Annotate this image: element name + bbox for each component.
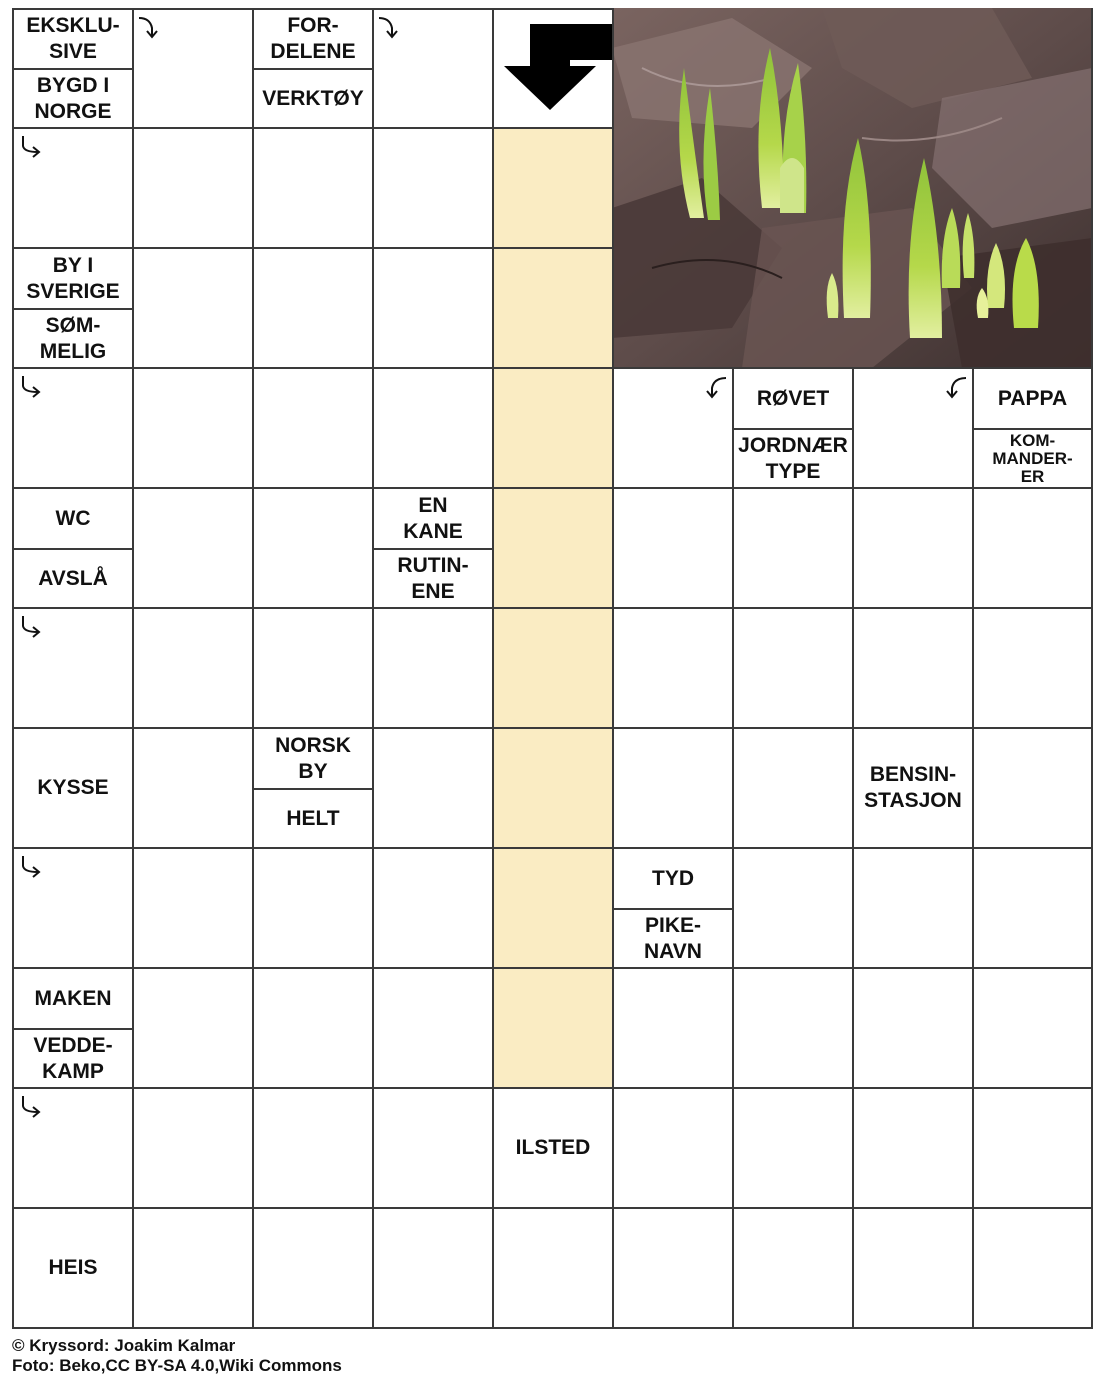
right-curved-arrow-icon <box>18 374 46 402</box>
down-left-curved-arrow-icon <box>940 374 968 402</box>
clue-ilsted: ILSTED <box>494 1089 612 1207</box>
credits <box>12 1336 342 1376</box>
down-curved-arrow-icon <box>376 14 404 42</box>
clue-maken: MAKEN <box>14 969 132 1028</box>
plant-shoots-photo <box>612 8 1092 368</box>
clue-norsk-by: NORSK BY <box>254 729 372 788</box>
clue-fordelene: FOR- DELENE <box>254 10 372 68</box>
clue-pikenavn: PIKE- NAVN <box>614 910 732 967</box>
down-left-curved-arrow-icon <box>700 374 728 402</box>
right-curved-arrow-icon <box>18 614 46 642</box>
clue-veddekamp: VEDDE- KAMP <box>14 1030 132 1087</box>
clue-sommelig: SØM- MELIG <box>14 310 132 367</box>
clue-ekskluSive: EKSKLU- SIVE <box>14 10 132 68</box>
clue-bensinstasjon: BENSIN- STASJON <box>854 729 972 847</box>
crossword-credit: © Kryssord: Joakim Kalmar <box>12 1336 236 1355</box>
clue-verktoy: VERKTØY <box>254 70 372 127</box>
clue-kommanderer: KOM- MANDER- ER <box>974 430 1091 487</box>
clue-by-i-sverige: BY I SVERIGE <box>14 249 132 308</box>
clue-en-kane: EN KANE <box>374 489 492 548</box>
photo-credit: Foto: Beko,CC BY-SA 4.0,Wiki Commons <box>12 1356 342 1375</box>
clue-wc: WC <box>14 489 132 548</box>
clue-rovet: RØVET <box>734 369 852 428</box>
right-curved-arrow-icon <box>18 134 46 162</box>
clue-jordnaer-type: JORDNÆR TYPE <box>734 430 852 487</box>
clue-tyd: TYD <box>614 849 732 908</box>
right-curved-arrow-icon <box>18 1094 46 1122</box>
clue-rutinene: RUTIN- ENE <box>374 550 492 607</box>
clue-avsla: AVSLÅ <box>14 550 132 607</box>
clue-kysse: KYSSE <box>14 729 132 847</box>
clue-bygd-i-norge: BYGD I NORGE <box>14 70 132 127</box>
clue-pappa: PAPPA <box>974 369 1091 428</box>
clue-helt: HELT <box>254 790 372 847</box>
solution-arrow-icon <box>500 20 612 116</box>
right-curved-arrow-icon <box>18 854 46 882</box>
down-curved-arrow-icon <box>136 14 164 42</box>
clue-heis: HEIS <box>14 1209 132 1327</box>
